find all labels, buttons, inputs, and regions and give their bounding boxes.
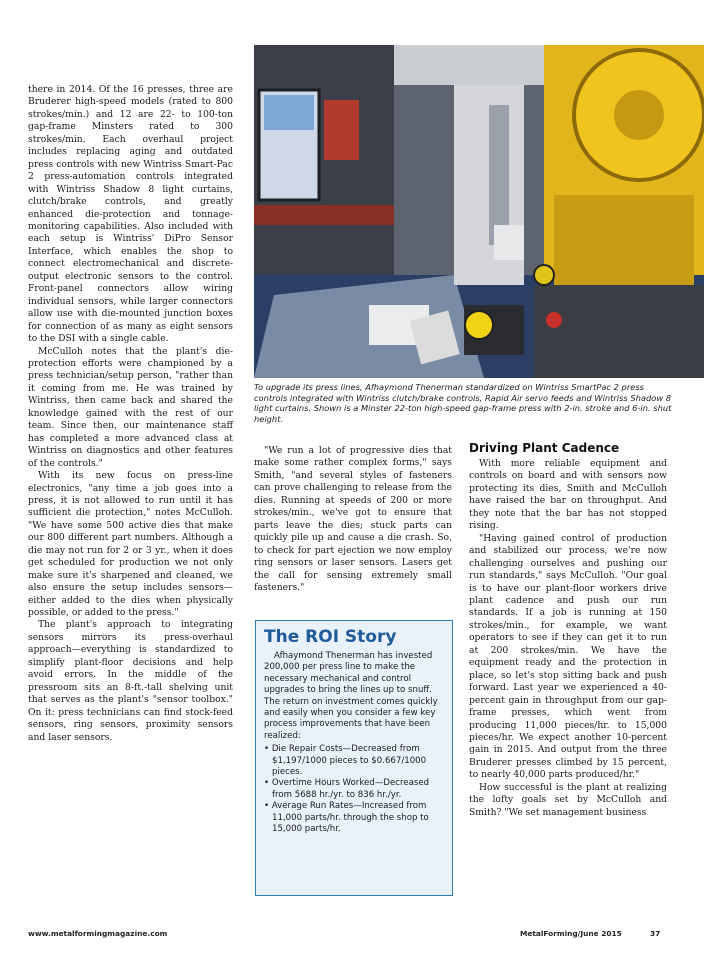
photo-illustration — [254, 45, 704, 378]
paragraph: With its new focus on press-line electronics, "any time a job goes into a press, it is not allowed to run until it has sufficient die protection," notes McCulloh. "We have some 500 active dies that make our 800 different part numbers. Although a die may not run for 2 or 3 yr., when it does get scheduled for production we not only make sure it's sharpened and cleaned, we also ensure the setup includes sensors—either added to the dies when physically possible, or added to the press." — [28, 470, 233, 619]
page-number: 37 — [650, 929, 661, 938]
roi-title: The ROI Story — [264, 627, 397, 647]
roi-list — [264, 744, 446, 835]
roi-list-item: • Overtime Hours Worked—Decreased from 5688 hr./yr. to 836 hr./yr. — [264, 778, 446, 801]
paragraph: How successful is the plant at realizing the lofty goals set by McCulloh and Smith? "We set management business — [469, 781, 667, 818]
footer-issue: MetalForming/June 2015 — [520, 929, 622, 938]
paragraph: With more reliable equipment and controls on board and with sensors now protecting its dies, Smith and McCulloh have raised the bar on throughput. And they note that the bar has not stopped rising. — [469, 458, 667, 532]
paragraph: "We run a lot of progressive dies that make some rather complex forms," says Smith, "and several styles of fasteners can prove challenging to release from the dies. Running at speeds of 200 or more strokes/min., we've got to ensure that parts leave the dies; stuck parts can quickly pile up and cause a die crash. So, to check for part ejection we now employ ring sensors or laser sensors. Lasers get the call for sensing extremely small fasteners." — [254, 445, 452, 593]
paragraph: McCulloh notes that the plant's die-protection efforts were championed by a press technician/setup person, "rather than it coming from me. He was trained by Wintriss, then came back and shared the knowledge gained with the rest of our team. Since then, our maintenance staff has completed a more advanced class at Wintriss on diagnostics and other features of the controls." — [28, 345, 233, 469]
footer-url: www.metalformingmagazine.com — [28, 929, 168, 938]
paragraph: The plant's approach to integrating sensors mirrors its press-overhaul approach—everything is standardized to simplify plant-floor decisions and help avoid errors. In the middle of the pressroom sits an 8-ft.-tall shelving unit that serves as the plant's "sensor toolbox." On it: press technicians can find stock-feed sensors, ring sensors, proximity sensors and laser sensors. — [28, 619, 233, 743]
paragraph: there in 2014. Of the 16 presses, three are Bruderer high-speed models (rated to 800 strokes/min.) and 12 are 22- to 100-ton gap-frame Minsters rated to 300 strokes/min. Each overhaul project includes replacing aging and outdated press controls with new Wintriss Smart-Pac 2 press-automation controls integrated with Wintriss Shadow 8 light curtains, clutch/brake controls, and greatly enhanced die-protection and tonnage-monitoring capabilities. Also included with each setup is Wintriss' DiPro Sensor Interface, which enables the shop to connect electromechanical and discrete-output electronic sensors to the control. Front-panel connectors allow wiring individual sensors, while larger connectors allow use with die-mounted junction boxes for connection of as many as eight sensors to the DSI with a single cable. — [28, 84, 233, 345]
photo-caption: To upgrade its press lines, Afhaymond Thenerman standardized on Wintriss SmartPac 2 press controls integrated with Wintriss clutch/brake controls, Rapid Air servo feeds and Wintriss Shadow 8 light curtains. Shown is a Minster 22-ton high-speed gap-frame press with 2-in. stroke and 6-in. shut height. — [254, 382, 672, 424]
roi-intro: Afhaymond Thenerman has invested 200,000 per press line to make the necessary mechanical and control upgrades to bring the lines up to snuff. The return on investment comes quickly and easily when you consider a few key process improvements that have been realized: — [264, 651, 438, 741]
body-column-2 — [254, 445, 452, 594]
press-line-photo — [254, 45, 704, 378]
paragraph: "Having gained control of production and stabilized our process, we're now challenging ourselves and pushing our run standards," says McCulloh. "Our goal is to have our plant-floor workers drive plant cadence and push our run standards. If a job is running at 150 strokes/min., for example, we want operators to see if they can get it to run at 200 strokes/min. We have the equipment ready and the protection in place, so let's stop sitting back and push forward. Last year we experienced a 40-percent gain in throughput from our gap-frame presses, which went from producing 11,000 pieces/hr. to 15,000 pieces/hr. We expect another 10-percent gain in 2015. And output from the three Bruderer presses climbed by 15 percent, to nearly 40,000 parts produced/hr." — [469, 532, 667, 781]
body-column-1 — [28, 84, 233, 744]
roi-list-item: • Die Repair Costs—Decreased from $1,197/1000 pieces to $0.667/1000 pieces. — [264, 744, 446, 778]
roi-list-item: • Average Run Rates—Increased from 11,000 parts/hr. through the shop to 15,000 parts/hr. — [264, 801, 446, 835]
body-column-3 — [469, 458, 667, 819]
section-heading: Driving Plant Cadence — [469, 441, 620, 455]
roi-sidebar-box — [255, 620, 453, 896]
